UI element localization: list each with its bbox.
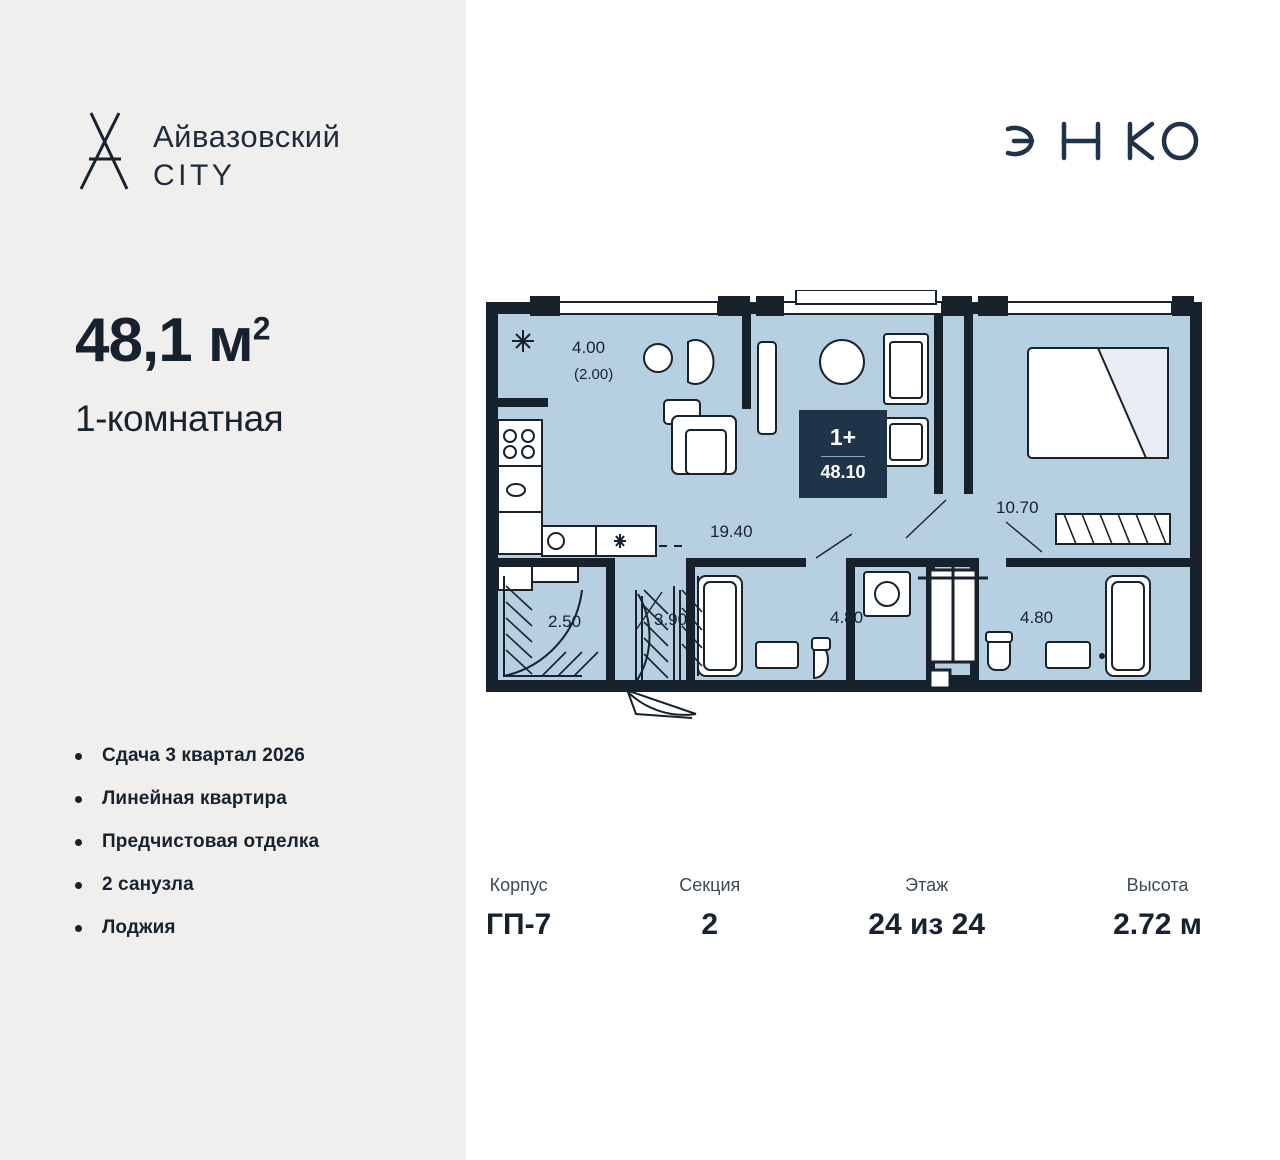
- area-value: [75, 306, 455, 375]
- dim-bathroom-main: 4.80: [830, 608, 864, 627]
- feature-item: [72, 917, 452, 939]
- apartment-type-badge: [799, 410, 887, 498]
- dim-living: 19.40: [710, 522, 753, 541]
- bullet-icon: [75, 753, 82, 760]
- spec-value: 2.72 м: [1113, 908, 1202, 941]
- feature-label: Предчистовая отделка: [102, 831, 320, 852]
- spec-label: Этаж: [905, 875, 949, 895]
- brand-subname: CITY: [153, 159, 236, 192]
- area-unit: м: [207, 306, 253, 375]
- feature-label: Лоджия: [102, 917, 176, 938]
- feature-item: [72, 788, 452, 810]
- rooms-label: 1-комнатная: [75, 398, 284, 439]
- feature-label: Линейная квартира: [102, 788, 287, 809]
- features-list: [72, 745, 452, 960]
- spec-label: Высота: [1126, 875, 1189, 895]
- badge-divider: [821, 456, 865, 457]
- dim-bathroom-second: 4.80: [1020, 608, 1054, 627]
- floor-plan: [486, 290, 1202, 720]
- bullet-icon: [75, 925, 82, 932]
- a-monogram-icon: [75, 111, 137, 191]
- spec-height: [1113, 875, 1202, 942]
- brand-logo: [75, 105, 395, 195]
- badge-area: 48.10: [820, 461, 866, 482]
- feature-item: [72, 745, 452, 767]
- feature-item: [72, 831, 452, 853]
- dim-bedroom: 10.70: [996, 498, 1039, 517]
- spec-value: 24 из 24: [868, 908, 986, 941]
- spec-value: 2: [701, 908, 719, 941]
- specs-row: [486, 875, 1202, 942]
- spec-floor: [868, 875, 985, 942]
- bullet-icon: [75, 839, 82, 846]
- feature-label: Сдача 3 квартал 2026: [102, 745, 305, 766]
- spec-label: Корпус: [489, 875, 548, 895]
- dim-hall: 3.90: [654, 610, 688, 629]
- developer-logo-enko: [1002, 118, 1202, 164]
- dim-loggia-alt: (2.00): [574, 366, 614, 383]
- feature-item: [72, 874, 452, 896]
- brand-name: Айвазовский: [153, 119, 341, 154]
- spec-value: ГП-7: [486, 908, 552, 941]
- feature-label: 2 санузла: [102, 874, 194, 895]
- dim-loggia: 4.00: [572, 338, 606, 357]
- bullet-icon: [75, 882, 82, 889]
- bullet-icon: [75, 796, 82, 803]
- badge-type: 1+: [829, 424, 857, 451]
- area-power: 2: [252, 310, 270, 347]
- spec-section: [679, 875, 740, 942]
- dim-wardrobe: 2.50: [548, 612, 582, 631]
- spec-building: [486, 875, 551, 942]
- spec-label: Секция: [679, 875, 741, 895]
- area-summary: [75, 306, 455, 440]
- area-number: 48,1: [75, 306, 192, 375]
- info-panel: [0, 0, 466, 1160]
